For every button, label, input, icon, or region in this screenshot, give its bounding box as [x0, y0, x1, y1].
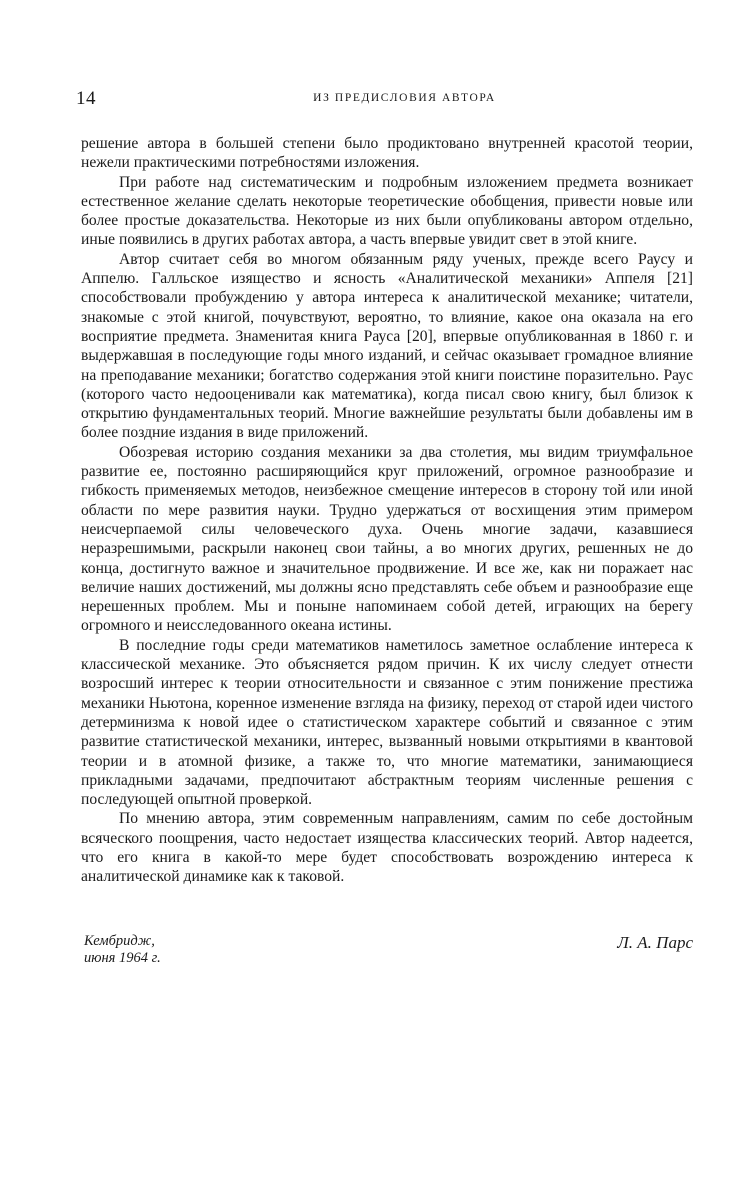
paragraph: Обозревая историю создания механики за два столетия, мы видим триумфальное развитие ее, постоянно расширяющийся круг приложений, огромное разнообразие и гибкость применяемых методов, неизбежное смещение интересов в сторону той или иной области по мере развития науки. Трудно удержаться от восхищения этим примером неисчерпаемой силы человеческого духа. Очень многие задачи, казавшиеся неразрешимыми, раскрыли наконец свои тайны, а во многих других, решенных не до конца, достигнуто важное и значительное продвижение. И все же, как ни поражает нас величие наших достижений, мы должны ясно представлять себе объем и разнообразие еще нерешенных проблем. Мы и поныне напоминаем собой детей, играющих на берегу огромного и неисследованного океана истины. [81, 443, 693, 635]
body-text [81, 134, 693, 887]
paragraph: решение автора в большей степени было продиктовано внутренней красотой теории, нежели практическими потребностями изложения. [81, 135, 693, 172]
running-head [76, 88, 693, 114]
paragraph: Автор считает себя во многом обязанным ряду ученых, прежде всего Раусу и Аппелю. Галльское изящество и ясность «Аналитической механики» Аппеля [21] способствовали пробуждению у автора интереса к аналитической механике; читатели, знакомые с этой книгой, почувствуют, вероятно, то влияние, какое она оказала на его восприятие предмета. Знаменитая книга Рауса [20], впервые опубликованная в 1860 г. и выдержавшая в последующие годы много изданий, и сейчас оказывает громадное влияние на преподавание механики; богатство содержания этой книги поистине поразительно. Раус (которого часто недооценивали как математика), когда писал свою книгу, был близок к открытию фундаментальных теорий. Многие важнейшие результаты были добавлены им в более поздние издания в виде приложений. [81, 250, 693, 442]
running-title: ИЗ ПРЕДИСЛОВИЯ АВТОРА [313, 92, 496, 104]
signoff [81, 933, 693, 973]
author-signature: Л. А. Парс [617, 933, 693, 952]
paragraph: В последние годы среди математиков наметилось заметное ослабление интереса к классической механике. Это объясняется рядом причин. К их числу следует отнести возросший интерес к теории относительности и связанное с этим понижение престижа механики Ньютона, коренное изменение взгляда на физику, переход от старой идеи чистого детерминизма к новой идее о статистическом характере событий и связанное с этим развитие статистической механики, интерес, вызванный новыми открытиями в квантовой теории и в атомной физике, а также то, что многие математики, занимающиеся прикладными задачами, предпочитают абстрактным теориям численные решения с последующей опытной проверкой. [81, 636, 693, 809]
date: июня 1964 г. [84, 950, 161, 966]
paragraph: При работе над систематическим и подробным изложением предмета возникает естественное желание сделать некоторые теоретические обобщения, привести новые или более простые доказательства. Некоторые из них были опубликованы автором отдельно, иные появились в других работах автора, а часть впервые увидит свет в этой книге. [81, 173, 693, 249]
page-number: 14 [76, 88, 96, 109]
place: Кембридж, [84, 933, 155, 949]
paragraph: По мнению автора, этим современным направлениям, самим по себе достойным всяческого поощрения, часто недостает изящества классических теорий. Автор надеется, что его книга в какой-то мере будет способствовать возрождению интереса к аналитической динамике как к таковой. [81, 810, 693, 886]
place-date [84, 933, 161, 967]
